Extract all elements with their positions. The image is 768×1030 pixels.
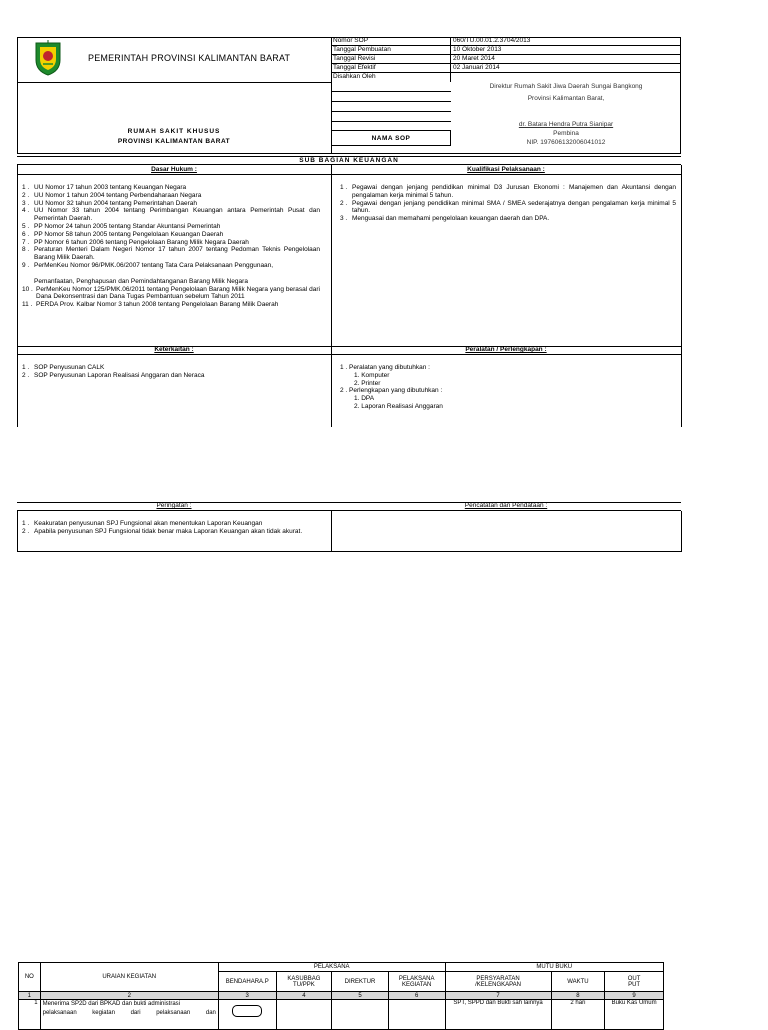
out-label: OUT xyxy=(627,975,641,982)
peringatan-item xyxy=(22,528,320,536)
meta-empty-line-2 xyxy=(331,101,451,102)
kualifikasi-title: Kualifikasi Pelaksanaan : xyxy=(467,166,545,173)
meta-value: 10 Oktober 2013 xyxy=(453,46,502,53)
meta-row xyxy=(331,63,681,72)
approval-name: dr. Batara Hendra Putra Sianipar xyxy=(518,121,614,128)
kualifikasi-item-number: 3 . xyxy=(340,215,348,223)
mutu-buku-header: MUTU BUKU xyxy=(445,963,664,972)
row1-uraian-line1: Menerima SP2D dari BPKAD dan bukti administrasi xyxy=(42,1001,181,1007)
meta-value: 20 Maret 2014 xyxy=(453,55,495,62)
meta-empty-line-4 xyxy=(331,121,451,122)
peralatan-list xyxy=(340,364,676,411)
dasar-hukum-item-text: UU Nomor 17 tahun 2003 tentang Keuangan Negara xyxy=(34,184,187,191)
meta-value: 060/TU.00.01.2.3704/2013 xyxy=(453,37,531,44)
peringatan-item-text: Apabila penyusunan SPJ Fungsional tidak benar maka Laporan Keuangan akan tidak akurat. xyxy=(34,527,303,535)
keterkaitan-item-number: 1 . xyxy=(22,364,30,371)
dasar-hukum-item xyxy=(22,223,320,231)
left-edge-line xyxy=(17,165,18,427)
unit-name-line1: RUMAH SAKIT KHUSUS xyxy=(127,128,221,135)
row1-no: 1 xyxy=(19,1000,41,1030)
meta-row xyxy=(331,72,681,81)
dasar-hukum-item xyxy=(22,200,320,208)
main-column-divider xyxy=(331,165,332,427)
kualifikasi-item xyxy=(340,200,676,216)
kualifikasi-item-number: 2 . xyxy=(340,199,348,207)
column-number: 5 xyxy=(332,992,389,1000)
peringatan-list xyxy=(22,520,320,536)
dasar-hukum-item-number: 7 . xyxy=(22,238,30,246)
put-label: PUT xyxy=(628,981,641,988)
column-number: 1 xyxy=(19,992,41,1000)
meta-label: Nomor SOP xyxy=(333,37,369,44)
kegiatan-label: KEGIATAN xyxy=(401,981,432,988)
peringatan-item-number: 1 . xyxy=(22,520,30,527)
peringatan-bottom-line xyxy=(17,551,682,552)
kelengkapan-label: /KELENGKAPAN xyxy=(475,981,522,988)
meta-empty-line-3 xyxy=(331,111,451,112)
row1-uraian xyxy=(40,1000,218,1030)
dasar-hukum-item-text: PerMenKeu Nomor 96/PMK.06/2007 tentang Tata Cara Pelaksanaan Penggunaan, xyxy=(34,261,274,269)
col-kasubbag-header xyxy=(276,972,332,992)
column-number: 6 xyxy=(388,992,445,1000)
dasar-hukum-item xyxy=(22,192,320,200)
row1-bendahara xyxy=(218,1000,276,1030)
col-bendahara-header: BENDAHARA.P xyxy=(218,972,276,992)
dasar-hukum-item-number: 11 . xyxy=(22,301,33,309)
peringatan-item-number: 2 . xyxy=(22,527,30,535)
dasar-hukum-item xyxy=(22,301,320,309)
peringatan-item-text: Keakuratan penyusunan SPJ Fungsional akan menentukan Laporan Keuangan xyxy=(34,520,263,527)
col-direktur-header: DIREKTUR xyxy=(332,972,389,992)
tu-ppk-label: TU/PPK xyxy=(293,981,315,988)
keterkaitan-list xyxy=(22,364,320,380)
kualifikasi-item-text: Pegawai dengan jenjang pendidikan minimal D3 Jurusan Ekonomi : Manajemen dan Akuntansi dengan pengalaman kerja minimal 5 tahun. xyxy=(352,184,676,199)
keterkaitan-item-text: SOP Penyusunan CALK xyxy=(34,364,105,371)
approval-line2: Provinsi Kalimantan Barat, xyxy=(527,95,605,102)
meta-value: 02 Januari 2014 xyxy=(453,64,500,71)
perlengkapan-sub-2: 2. Laporan Realisasi Anggaran xyxy=(354,402,443,410)
keterkaitan-item xyxy=(22,364,320,372)
dasar-hukum-item-number: 4 . xyxy=(22,207,30,215)
pelaksana-label: PELAKSANA xyxy=(398,975,435,982)
col-persyaratan-header xyxy=(445,972,551,992)
dasar-hukum-item-number: 6 . xyxy=(22,230,30,238)
meta-row xyxy=(331,45,681,54)
dasar-hukum-item-number: 8 . xyxy=(22,246,30,254)
kualifikasi-item-text: Menguasai dan memahami pengelolaan keuangan daerah dan DPA. xyxy=(352,215,550,223)
province-logo xyxy=(34,40,62,76)
column-number: 2 xyxy=(40,992,218,1000)
pencatatan-title: Pencatatan dan Pendataan : xyxy=(464,502,548,509)
kualifikasi-list xyxy=(340,184,676,223)
column-number: 8 xyxy=(551,992,605,1000)
dasar-hukum-item-text: Pemanfaatan, Penghapusan dan Pemindahtanganan Barang Milik Negara xyxy=(34,277,248,285)
peringatan-item xyxy=(22,520,320,528)
dasar-hukum-item-text: UU Nomor 32 tahun 2004 tentang Pemerintahan Daerah xyxy=(34,199,197,207)
col-waktu-header: WAKTU xyxy=(551,972,605,992)
kualifikasi-item-number: 1 . xyxy=(340,184,348,191)
keterkaitan-item-text: SOP Penyusunan Laporan Realisasi Anggaran dan Neraca xyxy=(34,371,205,379)
column-number: 3 xyxy=(218,992,276,1000)
dasar-hukum-title: Dasar Hukum : xyxy=(151,166,197,173)
kasubbag-label: KASUBBAG xyxy=(287,975,321,982)
dasar-hukum-item-number xyxy=(22,278,34,286)
row1-direktur xyxy=(332,1000,389,1030)
column-number: 4 xyxy=(276,992,332,1000)
col-pelaksana-header xyxy=(388,972,445,992)
meta-label: Tanggal Efektif xyxy=(333,64,376,71)
meta-label: Tanggal Pembuatan xyxy=(333,46,391,53)
row1-pelaksana xyxy=(388,1000,445,1030)
right-edge-line xyxy=(681,165,682,427)
dasar-hukum-item xyxy=(22,286,320,302)
column-number: 7 xyxy=(445,992,551,1000)
col-uraian-header: URAIAN KEGIATAN xyxy=(40,963,218,992)
org-divider xyxy=(17,82,331,83)
dasar-hukum-item xyxy=(22,239,320,247)
keterkaitan-item xyxy=(22,372,320,380)
activity-table xyxy=(18,962,664,1030)
col-output-header xyxy=(605,972,664,992)
meta-label: Tanggal Revisi xyxy=(333,55,376,62)
dasar-hukum-item-number: 1 . xyxy=(22,184,30,191)
dasar-hukum-list xyxy=(22,184,320,309)
dasar-hukum-item xyxy=(22,262,320,270)
shield-emblem-icon xyxy=(34,40,62,76)
row1-waktu: 2 hari xyxy=(551,1000,605,1030)
kualifikasi-item xyxy=(340,215,676,223)
peralatan-title: Peralatan / Perlengkapan : xyxy=(465,346,547,353)
approval-line1: Direktur Rumah Sakit Jiwa Daerah Sungai Bangkong xyxy=(489,83,643,90)
process-start-shape xyxy=(232,1005,262,1017)
row1-persyaratan: SPT, SPPD dan Bukti sah lainnya xyxy=(445,1000,551,1030)
meta-row xyxy=(331,54,681,63)
dasar-hukum-item-number: 3 . xyxy=(22,199,30,207)
keterkaitan-title: Keterkaitan : xyxy=(154,346,194,353)
pelaksana-header: PELAKSANA xyxy=(218,963,445,972)
dasar-hukum-item xyxy=(22,231,320,239)
dasar-hukum-item-text: PP Nomor 6 tahun 2006 tentang Pengelolaan Barang Milik Negara Daerah xyxy=(34,238,249,246)
peralatan-sub-2: 2. Printer xyxy=(354,379,381,387)
meta-label: Disahkan Oleh xyxy=(333,73,376,80)
dasar-hukum-item-text: PerMenKeu Nomor 125/PMK.06/2011 tentang Pengelolaan Barang Milik Negara yang berasal dari Dana Dekonsentrasi dan Dana Tugas Pembantuan sebelum Tahun 2011 xyxy=(36,285,320,301)
dasar-hukum-item-text: UU Nomor 1 tahun 2004 tentang Perbendaharaan Negara xyxy=(34,191,202,199)
row1-kasubbag xyxy=(276,1000,332,1030)
persyaratan-label: PERSYARATAN xyxy=(476,975,520,982)
col-no-header: NO xyxy=(19,963,41,992)
dasar-hukum-item xyxy=(22,207,320,223)
row1-uraian-line2: pelaksanaan kegiatan dari pelaksanaan dan xyxy=(42,1010,216,1016)
column-number: 9 xyxy=(605,992,664,1000)
peringatan-divider xyxy=(331,511,332,551)
dasar-hukum-item-number: 10 . xyxy=(22,285,33,293)
unit-name-line2: PROVINSI KALIMANTAN BARAT xyxy=(117,138,231,145)
meta-empty-line-6 xyxy=(331,145,451,146)
dasar-hukum-item-number: 5 . xyxy=(22,222,30,230)
dasar-hukum-item-text: PP Nomor 24 tahun 2005 tentang Standar Akuntansi Pemerintah xyxy=(34,222,221,230)
dasar-hukum-item-number: 2 . xyxy=(22,191,30,199)
meta-empty-line-1 xyxy=(331,91,451,92)
dasar-hukum-item-number: 9 . xyxy=(22,261,30,269)
dasar-hukum-item-text: PERDA Prov. Kalbar Nomor 3 tahun 2008 tentang Pengelolaan Barang Milik Daerah xyxy=(36,301,279,309)
dasar-hukum-item xyxy=(22,278,320,286)
peringatan-left-edge xyxy=(17,511,18,551)
dasar-hukum-item-text: Peraturan Menteri Dalam Negeri Nomor 17 tahun 2007 tentang Pedoman Teknis Pengelolaan Barang Milik Daerah. xyxy=(34,246,320,262)
perlengkapan-sub-1: 1. DPA xyxy=(354,395,375,403)
org-name: PEMERINTAH PROVINSI KALIMANTAN BARAT xyxy=(88,53,291,63)
kualifikasi-item xyxy=(340,184,676,200)
row1-output: Buku Kas Umum xyxy=(605,1000,664,1030)
meta-empty-line-5 xyxy=(331,130,451,131)
nama-sop-label: NAMA SOP xyxy=(371,135,411,142)
peringatan-right-edge xyxy=(681,511,682,551)
approval-rank: Pembina xyxy=(553,130,579,137)
peralatan-item-2: 2 . Perlengkapan yang dibutuhkan : xyxy=(340,387,443,395)
column-number-row xyxy=(19,992,664,1000)
dasar-hukum-item xyxy=(22,246,320,262)
dasar-hukum-item-text: UU Nomor 33 tahun 2004 tentang Perimbangan Keuangan antara Pemerintah Pusat dan Pemerintah Daerah. xyxy=(34,207,320,223)
keterkaitan-item-number: 2 . xyxy=(22,371,30,379)
dasar-hukum-item-text: PP Nomor 58 tahun 2005 tentang Pengelolaan Keuangan Daerah xyxy=(34,230,224,238)
peralatan-item-1: 1 . Peralatan yang dibutuhkan : xyxy=(340,364,430,371)
kualifikasi-item-text: Pegawai dengan jenjang pendidikan minimal SMA / SMEA sederajatnya dengan pengalaman kerja minimal 5 tahun. xyxy=(352,199,676,215)
section-title: SUB BAGIAN KEUANGAN xyxy=(17,156,681,165)
approval-nip: NIP. 197606132006041012 xyxy=(526,139,606,146)
dasar-hukum-item xyxy=(22,184,320,192)
peringatan-title: Peringatan : xyxy=(156,502,192,509)
peralatan-sub-1: 1. Komputer xyxy=(354,371,390,379)
